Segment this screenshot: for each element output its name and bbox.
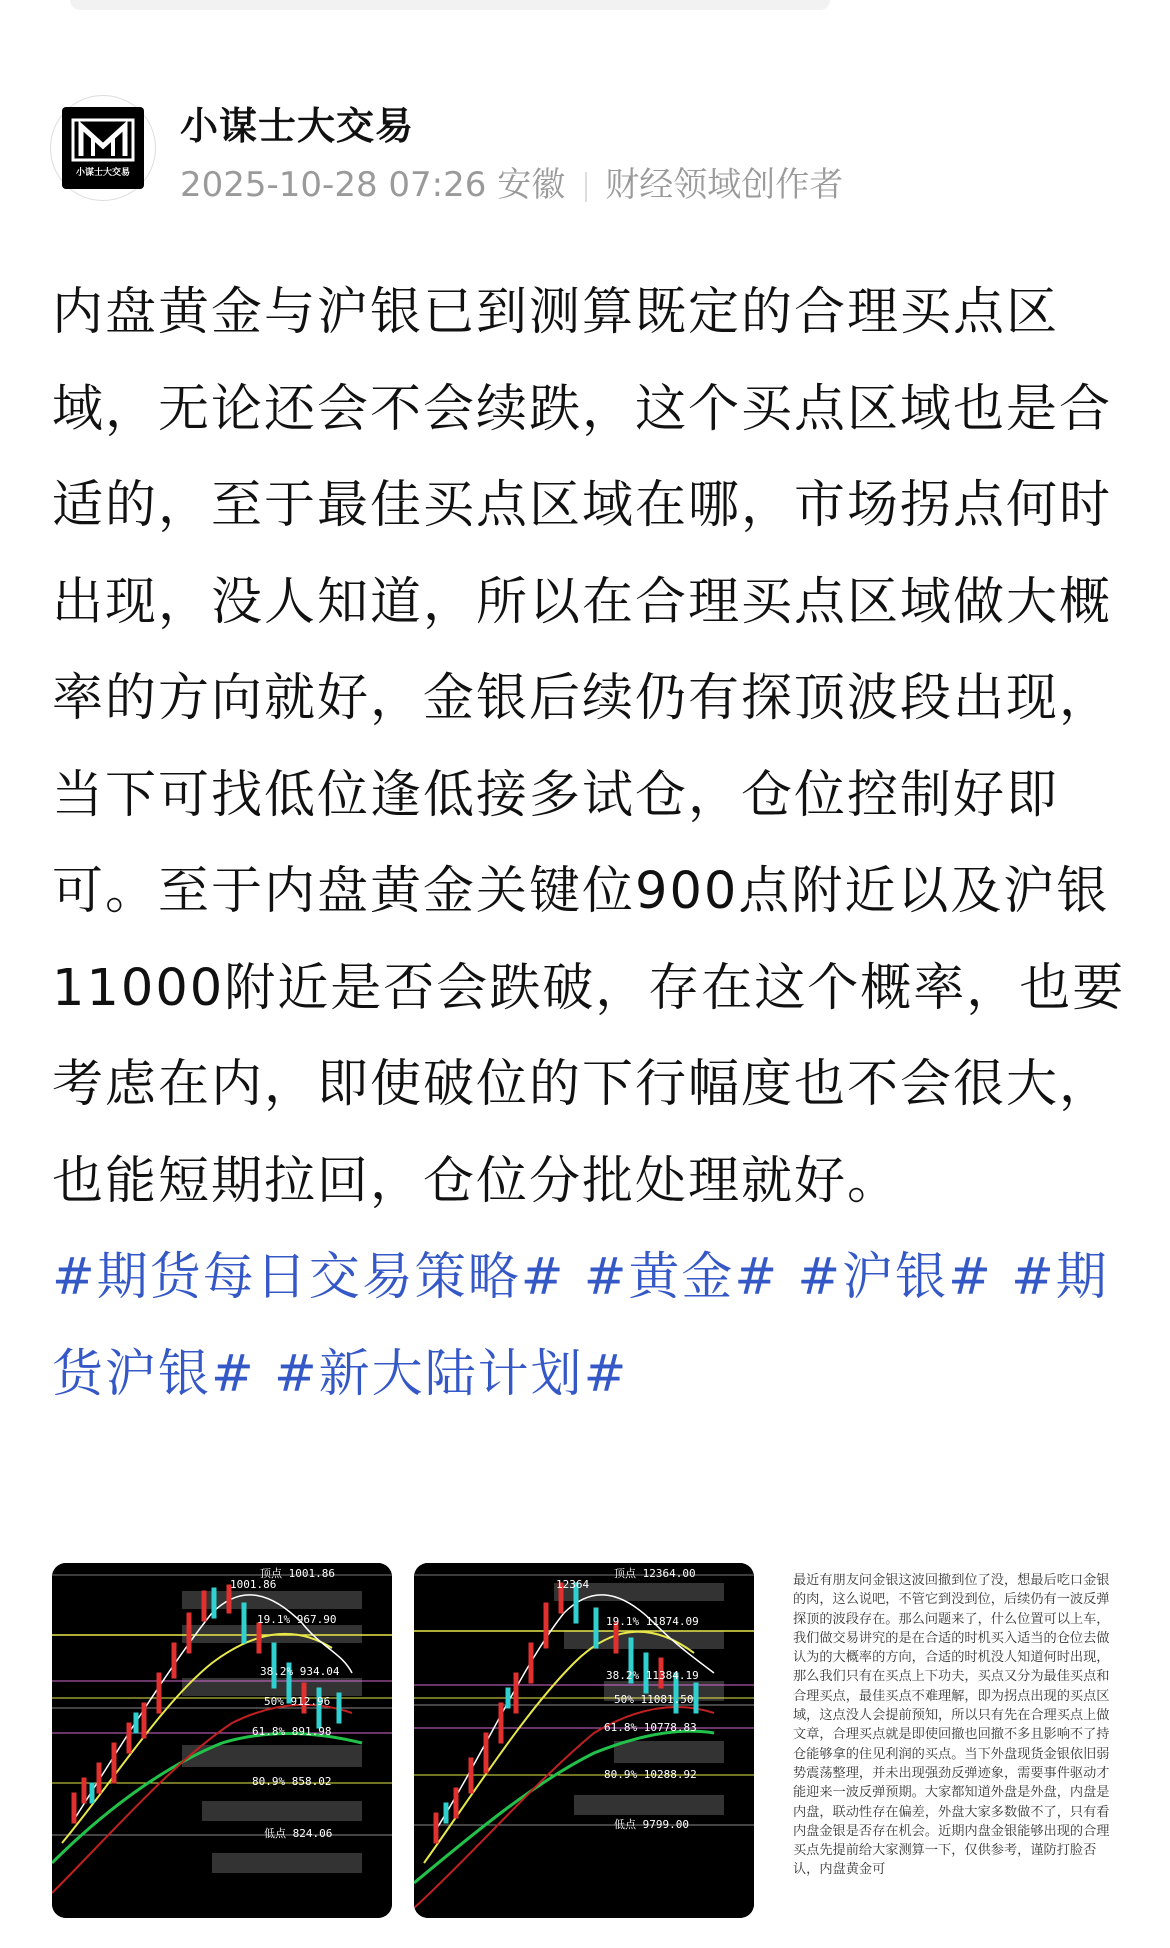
hashtag[interactable]: #黄金# bbox=[583, 1248, 780, 1307]
gold-chart-image[interactable] bbox=[52, 1563, 392, 1918]
author-name[interactable]: 小谋士大交易 bbox=[180, 104, 415, 148]
silver-chart-image[interactable] bbox=[414, 1563, 754, 1918]
silver-fib-809: 80.9% 10288.92 bbox=[604, 1768, 697, 1781]
gold-fib-50: 50% 912.96 bbox=[264, 1695, 331, 1708]
avatar-label: 小谋士大交易 bbox=[75, 168, 130, 178]
post-content bbox=[52, 265, 1132, 1423]
previous-content-strip bbox=[70, 0, 830, 10]
m-logo-icon bbox=[71, 118, 135, 162]
silver-top-label: 顶点 12364.00 bbox=[614, 1567, 696, 1580]
gold-high-mark: 1001.86 bbox=[230, 1578, 277, 1591]
avatar-logo bbox=[62, 107, 144, 189]
silver-fib-19: 19.1% 11874.09 bbox=[606, 1615, 699, 1628]
silver-chart bbox=[414, 1563, 754, 1918]
hashtag[interactable]: #期货每日交易策略# bbox=[52, 1248, 566, 1307]
silver-low-label: 低点 9799.00 bbox=[614, 1818, 689, 1831]
gold-fib-618: 61.8% 891.98 bbox=[252, 1725, 332, 1738]
note-text: 最近有朋友问金银这波回撤到位了没，想最后吃口金银的肉，这么说吧，不管它到没到位，后续仍有一波反弹探顶的波段存在。那么问题来了，什么位置可以上车，我们做交易讲究的是在合适的时机买入适当的仓位去做认为的大概率的方向，合适的时机没人知道何时出现，那么我们只有在买点上下功夫，买点又分为最佳买点和合理买点，最佳买点不难理解，即为拐点出现的买点区域，这点没人会提前预知，所以只有先在合理买点上做文章，合理买点就是即使回撤也回撤不多且影响不了持仓能够拿的住见利润的买点。当下外盘现货金银依旧弱势震荡整理，并未出现强劲反弹迹象，需要事件驱动才能迎来一波反弹预期。大家都知道外盘是外盘，内盘是内盘，联动性存在偏差，外盘大家多数做不了，只有看内盘金银是否存在机会。近期内盘金银能够出现的合理买点先提前给大家测算一下，仅供参考，谨防打脸否认，内盘黄金可 bbox=[793, 1573, 1110, 1878]
hashtag[interactable]: #期货沪银# bbox=[52, 1248, 1109, 1404]
silver-fib-38: 38.2% 11384.19 bbox=[606, 1669, 699, 1682]
author-badge: 财经领域创作者 bbox=[605, 165, 844, 205]
silver-fib-618: 61.8% 10778.83 bbox=[604, 1721, 697, 1734]
post-location: 安徽 bbox=[497, 165, 566, 205]
avatar[interactable] bbox=[50, 95, 156, 201]
gold-fib-38: 38.2% 934.04 bbox=[260, 1665, 340, 1678]
hashtag[interactable]: #新大陆计划# bbox=[273, 1344, 629, 1404]
text-note-image[interactable] bbox=[777, 1571, 1117, 1911]
post-body: 内盘黄金与沪银已到测算既定的合理买点区域，无论还会不会续跌，这个买点区域也是合适的，至于最佳买点区域在哪，市场拐点何时出现，没人知道，所以在合理买点区域做大概率的方向就好，金银后续仍有探顶波段出现，当下可找低位逢低接多试仓，仓位控制好即可。至于内盘黄金关键位900点附近以及沪银11000附近是否会跌破，存在这个概率，也要考虑在内，即使破位的下行幅度也不会很大，也能短期拉回，仓位分批处理就好。 bbox=[52, 283, 1126, 1211]
post-meta bbox=[180, 157, 843, 206]
gold-fib-809: 80.9% 858.02 bbox=[252, 1775, 332, 1788]
post-header bbox=[50, 95, 1130, 225]
image-gallery bbox=[52, 1563, 1117, 1918]
meta-divider bbox=[585, 172, 587, 202]
hashtag[interactable]: #沪银# bbox=[797, 1248, 993, 1307]
gold-top-label: 顶点 1001.86 bbox=[260, 1567, 335, 1580]
silver-fib-50: 50% 11081.50 bbox=[614, 1693, 694, 1706]
gold-chart bbox=[52, 1563, 392, 1918]
gold-fib-19: 19.1% 967.90 bbox=[257, 1613, 337, 1626]
post-tags bbox=[52, 1230, 1132, 1423]
post-time: 2025-10-28 07:26 bbox=[180, 165, 487, 205]
silver-high-mark: 12364 bbox=[556, 1578, 590, 1591]
gold-low-label: 低点 824.06 bbox=[264, 1827, 333, 1840]
